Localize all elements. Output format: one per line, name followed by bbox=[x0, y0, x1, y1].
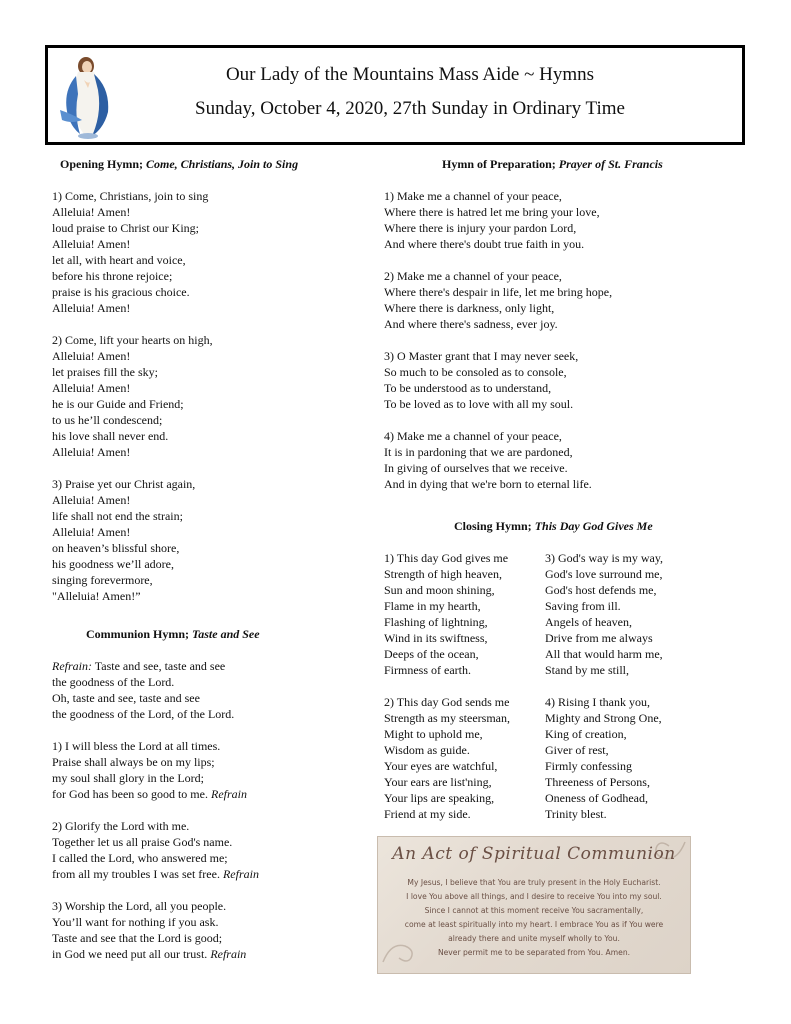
closing-stanza bbox=[384, 550, 510, 678]
closing-stanza bbox=[545, 550, 663, 678]
preparation-stanza bbox=[384, 348, 663, 412]
lyric-line: Strength of high heaven, bbox=[384, 567, 502, 581]
lyric-line: Oneness of Godhead, bbox=[545, 791, 648, 805]
lyric-text: Taste and see, taste and see bbox=[92, 659, 226, 673]
prayer-line: Since I cannot at this moment receive You sacramentally, bbox=[424, 906, 644, 915]
spiritual-communion-card bbox=[377, 836, 691, 974]
lyric-line: It is in pardoning that we are pardoned, bbox=[384, 445, 573, 459]
lyric-line: Angels of heaven, bbox=[545, 615, 632, 629]
lyric-line: 2) Come, lift your hearts on high, bbox=[52, 333, 213, 347]
lyric-line: Strength as my steersman, bbox=[384, 711, 510, 725]
lyric-text: from all my troubles I was set free. bbox=[52, 867, 223, 881]
lyric-line: on heaven’s blissful shore, bbox=[52, 541, 180, 555]
lyric-line: praise is his gracious choice. bbox=[52, 285, 190, 299]
prayer-line: already there and unite myself wholly to You. bbox=[448, 934, 620, 943]
lyric-line: Alleluia! Amen! bbox=[52, 301, 131, 315]
lyric-line bbox=[52, 658, 260, 674]
lyric-line: Threeness of Persons, bbox=[545, 775, 650, 789]
lyric-line: before his throne rejoice; bbox=[52, 269, 173, 283]
lyric-line: Alleluia! Amen! bbox=[52, 381, 131, 395]
lyric-line: Taste and see that the Lord is good; bbox=[52, 931, 223, 945]
refrain-tag: Refrain: bbox=[52, 659, 92, 673]
preparation-hymn-label: Hymn of Preparation; bbox=[442, 157, 559, 171]
refrain-cue: Refrain bbox=[222, 867, 259, 881]
lyric-line: Firmly confessing bbox=[545, 759, 632, 773]
communion-hymn-section bbox=[52, 626, 260, 962]
lyric-line: So much to be consoled as to console, bbox=[384, 365, 567, 379]
lyric-line: 4) Rising I thank you, bbox=[545, 695, 650, 709]
communion-verse bbox=[52, 898, 260, 962]
opening-stanza bbox=[52, 188, 298, 316]
lyric-line: life shall not end the strain; bbox=[52, 509, 183, 523]
lyric-line: Drive from me always bbox=[545, 631, 653, 645]
lyric-line: Wind in its swiftness, bbox=[384, 631, 488, 645]
communion-hymn-name: Taste and See bbox=[192, 627, 260, 641]
lyric-line: his goodness we’ll adore, bbox=[52, 557, 174, 571]
opening-hymn-label: Opening Hymn; bbox=[60, 157, 147, 171]
lyric-line: 2) This day God sends me bbox=[384, 695, 510, 709]
lyric-line: "Alleluia! Amen!” bbox=[52, 589, 141, 603]
lyric-line: Stand by me still, bbox=[545, 663, 629, 677]
header-title: Our Lady of the Mountains Mass Aide ~ Hymns bbox=[225, 64, 595, 85]
closing-hymn-header bbox=[384, 518, 653, 534]
lyric-line: Alleluia! Amen! bbox=[52, 205, 131, 219]
lyric-line: the goodness of the Lord. bbox=[52, 675, 175, 689]
lyric-line: 1) I will bless the Lord at all times. bbox=[52, 739, 221, 753]
lyric-line: Sun and moon shining, bbox=[384, 583, 495, 597]
communion-verse bbox=[52, 738, 260, 802]
lyric-line: Where there is injury your pardon Lord, bbox=[384, 221, 577, 235]
closing-stanza bbox=[384, 694, 510, 822]
preparation-hymn-section bbox=[384, 156, 663, 492]
lyric-line: God's host defends me, bbox=[545, 583, 657, 597]
lyric-line: let all, with heart and voice, bbox=[52, 253, 186, 267]
lyric-line: Flashing of lightning, bbox=[384, 615, 488, 629]
prayer-line: Never permit me to be separated from You. Amen. bbox=[437, 948, 631, 957]
lyric-line: my soul shall glory in the Lord; bbox=[52, 771, 204, 785]
lyric-line: King of creation, bbox=[545, 727, 627, 741]
lyric-line: to us he’ll condescend; bbox=[52, 413, 163, 427]
lyric-line: 2) Glorify the Lord with me. bbox=[52, 819, 190, 833]
lyric-line: Your eyes are watchful, bbox=[384, 759, 498, 773]
lyric-line: All that would harm me, bbox=[545, 647, 663, 661]
opening-hymn-name: Come, Christians, Join to Sing bbox=[146, 157, 299, 171]
lyric-line: Alleluia! Amen! bbox=[52, 237, 131, 251]
prayer-line: I love You above all things, and I desire to receive You into my soul. bbox=[406, 892, 662, 901]
header-box bbox=[45, 45, 745, 145]
lyric-line: Giver of rest, bbox=[545, 743, 609, 757]
communion-hymn-label: Communion Hymn; bbox=[86, 627, 193, 641]
lyric-line: 2) Make me a channel of your peace, bbox=[384, 269, 562, 283]
lyric-line: To be loved as to love with all my soul. bbox=[384, 397, 574, 411]
lyric-line bbox=[52, 946, 260, 962]
lyric-line: 3) God's way is my way, bbox=[545, 551, 664, 565]
lyric-line: loud praise to Christ our King; bbox=[52, 221, 199, 235]
lyric-line bbox=[52, 786, 260, 802]
closing-hymn-title bbox=[384, 518, 653, 534]
lyric-line: You’ll want for nothing if you ask. bbox=[52, 915, 219, 929]
refrain-cue: Refrain bbox=[210, 787, 247, 801]
lyric-line: Alleluia! Amen! bbox=[52, 349, 131, 363]
lyric-line: the goodness of the Lord, of the Lord. bbox=[52, 707, 235, 721]
lyric-line: Oh, taste and see, taste and see bbox=[52, 691, 200, 705]
lyric-line: 1) This day God gives me bbox=[384, 551, 509, 565]
lyric-line: 3) Worship the Lord, all you people. bbox=[52, 899, 227, 913]
lyric-line: Together let us all praise God's name. bbox=[52, 835, 233, 849]
closing-hymn-name: This Day God Gives Me bbox=[534, 519, 653, 533]
lyric-line: Alleluia! Amen! bbox=[52, 445, 131, 459]
preparation-hymn-title bbox=[384, 156, 663, 172]
lyric-line: Your ears are list'ning, bbox=[384, 775, 492, 789]
lyric-line: And where there's sadness, ever joy. bbox=[384, 317, 558, 331]
lyric-text: for God has been so good to me. bbox=[52, 787, 211, 801]
preparation-stanza bbox=[384, 188, 663, 252]
lyric-line: Praise shall always be on my lips; bbox=[52, 755, 215, 769]
lyric-line: 1) Come, Christians, join to sing bbox=[52, 189, 209, 203]
lyric-line: Friend at my side. bbox=[384, 807, 471, 821]
card-title: An Act of Spiritual Communion bbox=[392, 844, 676, 864]
lyric-line: Where there is hatred let me bring your love, bbox=[384, 205, 600, 219]
prayer-line: come at least spiritually into my heart. I embrace You as if You were bbox=[404, 920, 664, 929]
lyric-line: Wisdom as guide. bbox=[384, 743, 470, 757]
communion-refrain bbox=[52, 658, 260, 722]
lyric-line: And where there's doubt true faith in you. bbox=[384, 237, 585, 251]
communion-verse bbox=[52, 818, 260, 882]
lyric-line: Where there is darkness, only light, bbox=[384, 301, 555, 315]
lyric-line: In giving of ourselves that we receive. bbox=[384, 461, 568, 475]
preparation-stanza bbox=[384, 268, 663, 332]
closing-hymn-left bbox=[384, 550, 510, 822]
lyric-line: Trinity blest. bbox=[545, 807, 607, 821]
closing-stanza bbox=[545, 694, 663, 822]
lyric-line: he is our Guide and Friend; bbox=[52, 397, 184, 411]
lyric-line: I called the Lord, who answered me; bbox=[52, 851, 228, 865]
lyric-line: singing forevermore, bbox=[52, 573, 153, 587]
opening-stanza bbox=[52, 476, 298, 604]
lyric-line: Deeps of the ocean, bbox=[384, 647, 479, 661]
lyric-line: Might to uphold me, bbox=[384, 727, 483, 741]
closing-hymn-label: Closing Hymn; bbox=[454, 519, 535, 533]
lyric-line: Flame in my hearth, bbox=[384, 599, 481, 613]
opening-stanza bbox=[52, 332, 298, 460]
opening-hymn-section bbox=[52, 156, 298, 604]
lyric-line: 3) Praise yet our Christ again, bbox=[52, 477, 196, 491]
lyric-line: Your lips are speaking, bbox=[384, 791, 495, 805]
preparation-hymn-name: Prayer of St. Francis bbox=[558, 157, 663, 171]
lyric-line: Where there's despair in life, let me bring hope, bbox=[384, 285, 613, 299]
lyric-line: God's love surround me, bbox=[545, 567, 663, 581]
lyric-line bbox=[52, 866, 260, 882]
lyric-line: Saving from ill. bbox=[545, 599, 621, 613]
closing-hymn-right bbox=[545, 550, 663, 822]
card-prayer-text bbox=[385, 876, 683, 960]
header-date: Sunday, October 4, 2020, 27th Sunday in Ordinary Time bbox=[195, 98, 625, 119]
lyric-line: 4) Make me a channel of your peace, bbox=[384, 429, 562, 443]
communion-hymn-title bbox=[52, 626, 260, 642]
lyric-line: 1) Make me a channel of your peace, bbox=[384, 189, 562, 203]
lyric-line: his love shall never end. bbox=[52, 429, 169, 443]
prayer-line: My Jesus, I believe that You are truly present in the Holy Eucharist. bbox=[407, 878, 661, 887]
lyric-line: let praises fill the sky; bbox=[52, 365, 158, 379]
lyric-line: Alleluia! Amen! bbox=[52, 525, 131, 539]
lyric-line: Mighty and Strong One, bbox=[545, 711, 662, 725]
lyric-line: To be understood as to understand, bbox=[384, 381, 552, 395]
preparation-stanza bbox=[384, 428, 663, 492]
lyric-line: And in dying that we're born to eternal life. bbox=[384, 477, 592, 491]
lyric-text: in God we need put all our trust. bbox=[52, 947, 211, 961]
refrain-cue: Refrain bbox=[210, 947, 247, 961]
lyric-line: 3) O Master grant that I may never seek, bbox=[384, 349, 579, 363]
lyric-line: Firmness of earth. bbox=[384, 663, 471, 677]
lyric-line: Alleluia! Amen! bbox=[52, 493, 131, 507]
opening-hymn-title bbox=[52, 156, 298, 172]
